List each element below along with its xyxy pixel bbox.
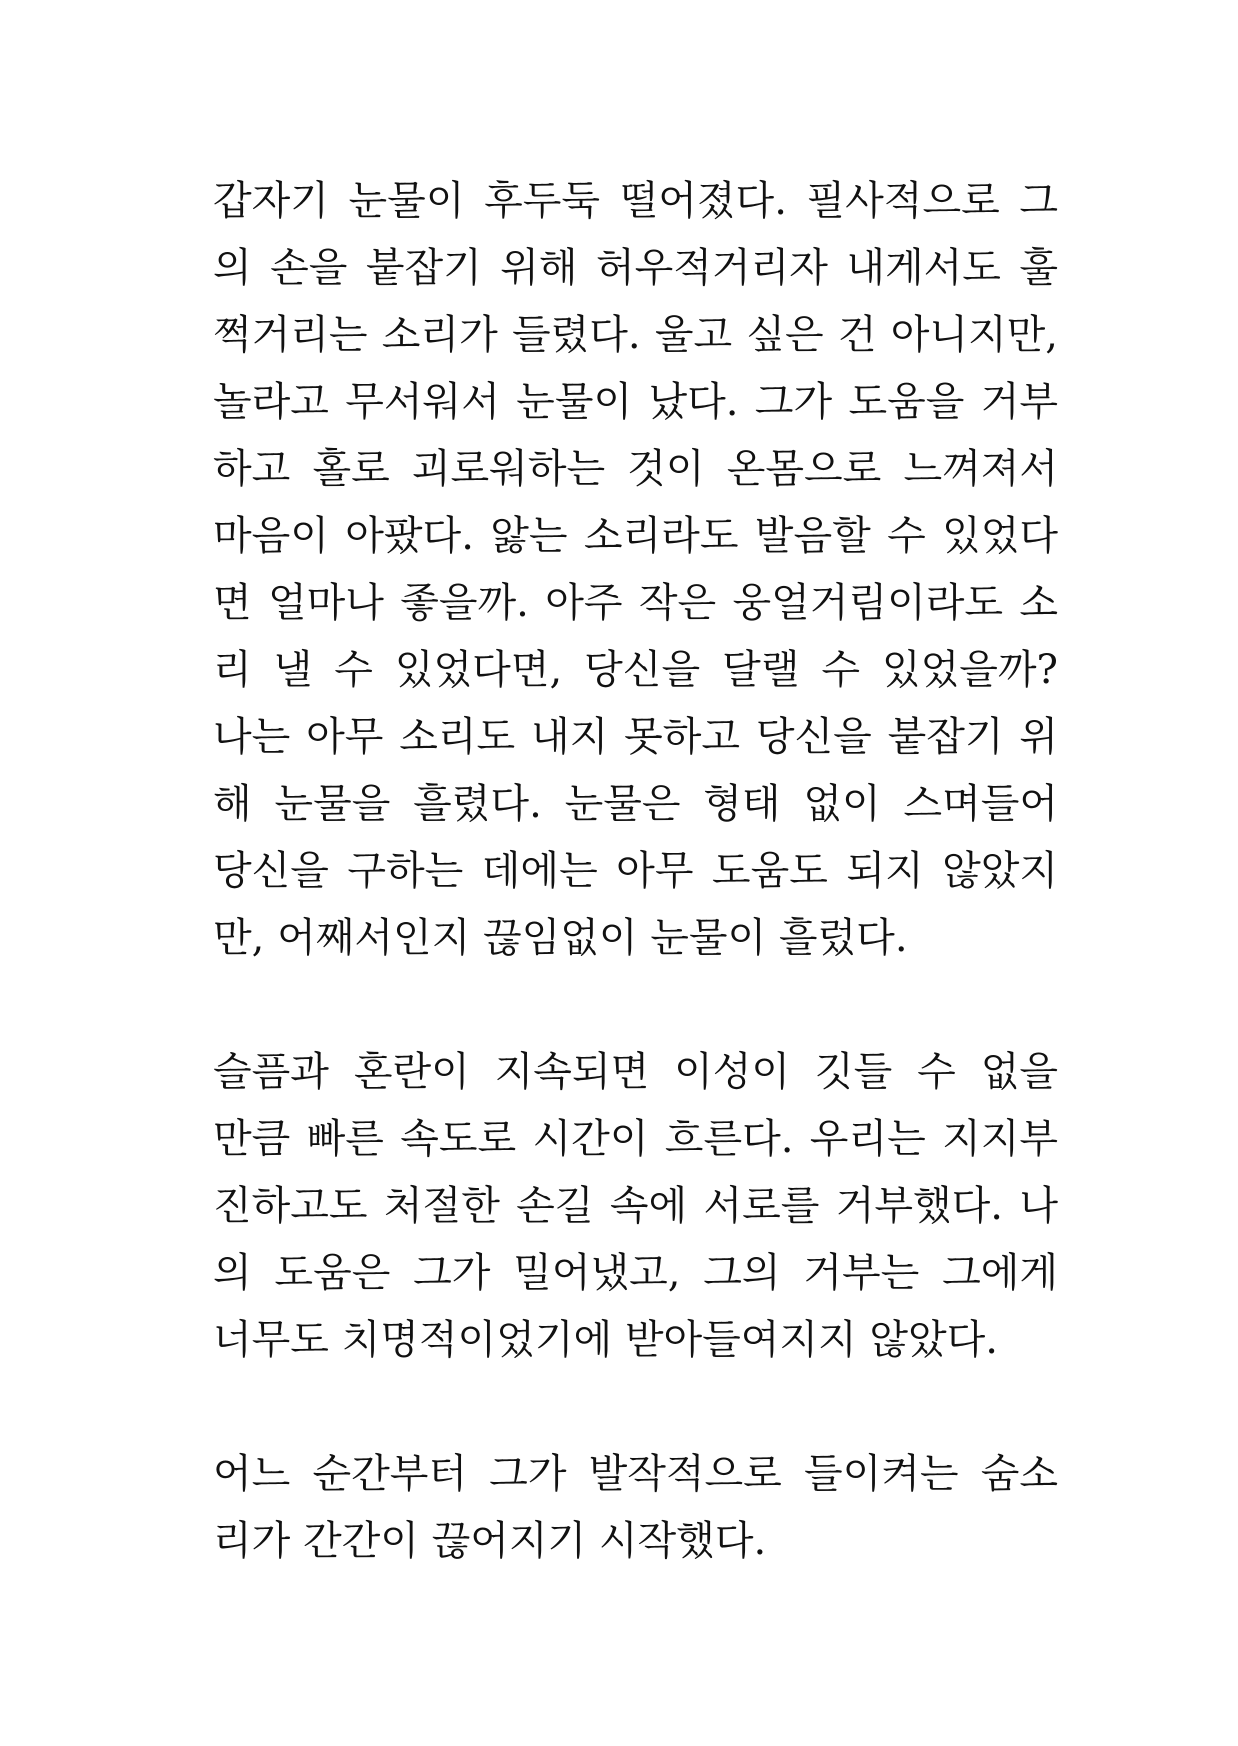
text-line: 슬픔과 혼란이 지속되면 이성이 깃들 수 없을 (213, 1049, 1058, 1095)
paragraph-gap (213, 1374, 1058, 1441)
paragraph-2 (213, 1039, 1058, 1374)
paragraph-3 (213, 1441, 1058, 1575)
text-line: 의 손을 붙잡기 위해 허우적거리자 내게서도 훌 (213, 245, 1058, 291)
text-line: 면 얼마나 좋을까. 아주 작은 웅얼거림이라도 소 (213, 580, 1058, 626)
text-line: 너무도 치명적이었기에 받아들여지지 않았다. (213, 1317, 999, 1363)
text-line: 만, 어째서인지 끊임없이 눈물이 흘렀다. (213, 915, 908, 961)
text-line: 만큼 빠른 속도로 시간이 흐른다. 우리는 지지부 (213, 1116, 1058, 1162)
text-line: 진하고도 처절한 손길 속에 서로를 거부했다. 나 (213, 1183, 1058, 1229)
body-text (213, 168, 1058, 1575)
paragraph-1 (213, 168, 1058, 972)
text-line: 의 도움은 그가 밀어냈고, 그의 거부는 그에게 (213, 1250, 1058, 1296)
text-line: 어느 순간부터 그가 발작적으로 들이켜는 숨소 (213, 1451, 1058, 1497)
text-line: 리 낼 수 있었다면, 당신을 달랠 수 있었을까? (213, 647, 1058, 693)
text-line: 마음이 아팠다. 앓는 소리라도 발음할 수 있었다 (213, 513, 1058, 559)
text-line: 갑자기 눈물이 후두둑 떨어졌다. 필사적으로 그 (213, 178, 1058, 224)
text-line: 해 눈물을 흘렸다. 눈물은 형태 없이 스며들어 (213, 781, 1058, 827)
text-line: 리가 간간이 끊어지기 시작했다. (213, 1518, 767, 1564)
text-line: 쩍거리는 소리가 들렸다. 울고 싶은 건 아니지만, (213, 312, 1058, 358)
text-line: 놀라고 무서워서 눈물이 났다. 그가 도움을 거부 (213, 379, 1058, 425)
text-line: 하고 홀로 괴로워하는 것이 온몸으로 느껴져서 (213, 446, 1058, 492)
text-line: 나는 아무 소리도 내지 못하고 당신을 붙잡기 위 (213, 714, 1058, 760)
paragraph-gap (213, 972, 1058, 1039)
text-line: 당신을 구하는 데에는 아무 도움도 되지 않았지 (213, 848, 1058, 894)
